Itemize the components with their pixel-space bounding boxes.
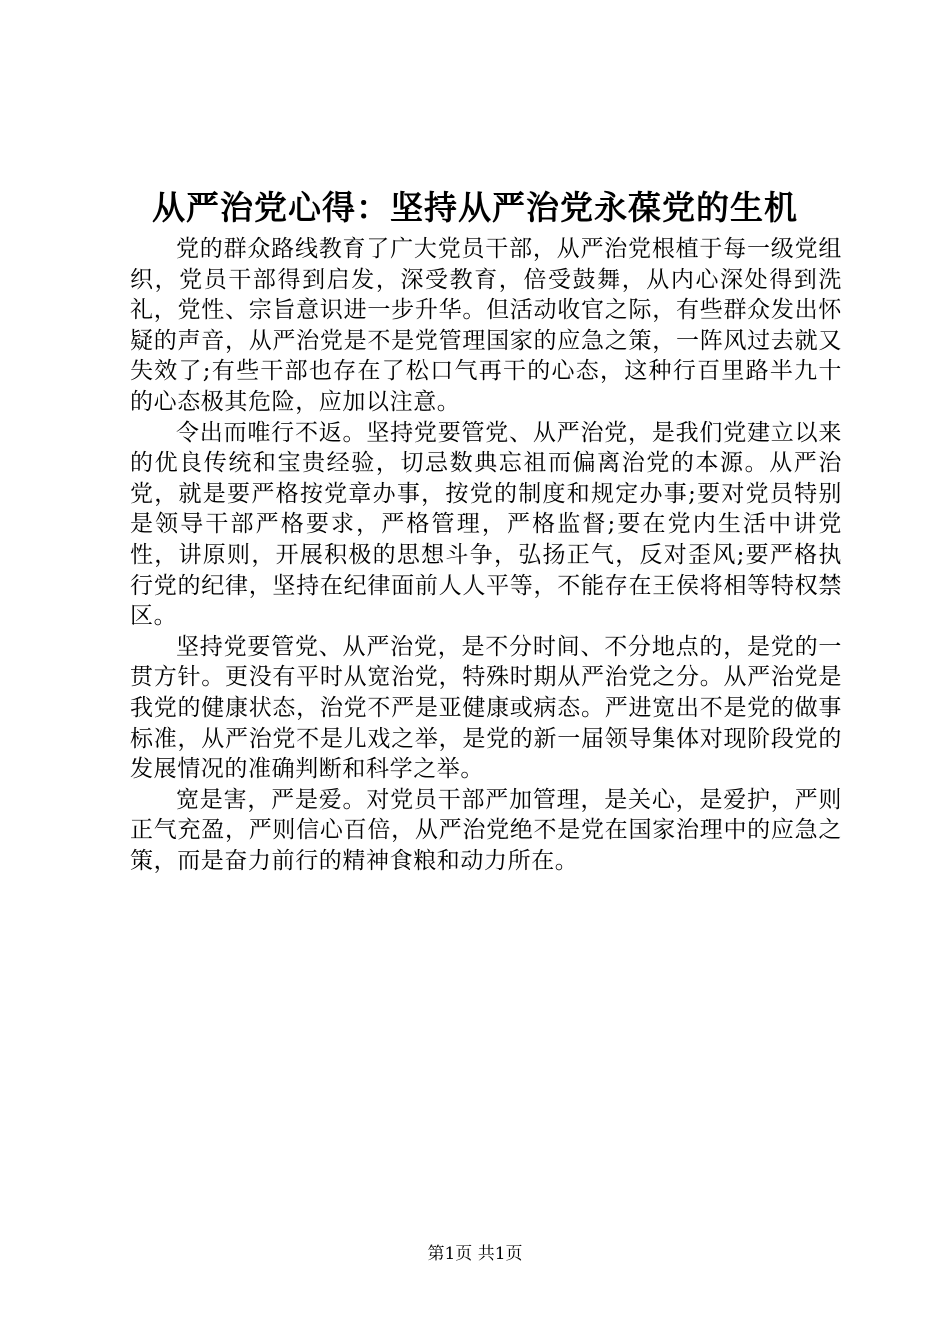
document-title: 从严治党心得：坚持从严治党永葆党的生机 xyxy=(152,188,798,227)
paragraph-4: 宽是害，严是爱。对党员干部严加管理，是关心，是爱护，严则正气充盈，严则信心百倍，从严治党绝不是党在国家治理中的应急之策，而是奋力前行的精神食粮和动力所在。 xyxy=(130,786,842,874)
paragraph-1: 党的群众路线教育了广大党员干部，从严治党根植于每一级党组织，党员干部得到启发，深受教育，倍受鼓舞，从内心深处得到洗礼，党性、宗旨意识进一步升华。但活动收官之际，有些群众发出怀疑的声音，从严治党是不是党管理国家的应急之策，一阵风过去就又失效了;有些干部也存在了松口气再干的心态，这种行百里路半九十的心态极其危险，应加以注意。 xyxy=(130,236,842,415)
page-footer: 第1页 共1页 xyxy=(427,1244,523,1264)
paragraph-2: 令出而唯行不返。坚持党要管党、从严治党，是我们党建立以来的优良传统和宝贵经验，切忌数典忘祖而偏离治党的本源。从严治党，就是要严格按党章办事，按党的制度和规定办事;要对党员特别是领导干部严格要求，严格管理，严格监督;要在党内生活中讲党性，讲原则，开展积极的思想斗争，弘扬正气，反对歪风;要严格执行党的纪律，坚持在纪律面前人人平等，不能存在王侯将相等特权禁区。 xyxy=(130,419,842,630)
document-body xyxy=(130,234,842,876)
paragraph-3: 坚持党要管党、从严治党，是不分时间、不分地点的，是党的一贯方针。更没有平时从宽治党，特殊时期从严治党之分。从严治党是我党的健康状态，治党不严是亚健康或病态。严进宽出不是党的做事标准，从严治党不是儿戏之举，是党的新一届领导集体对现阶段党的发展情况的准确判断和科学之举。 xyxy=(130,633,842,783)
